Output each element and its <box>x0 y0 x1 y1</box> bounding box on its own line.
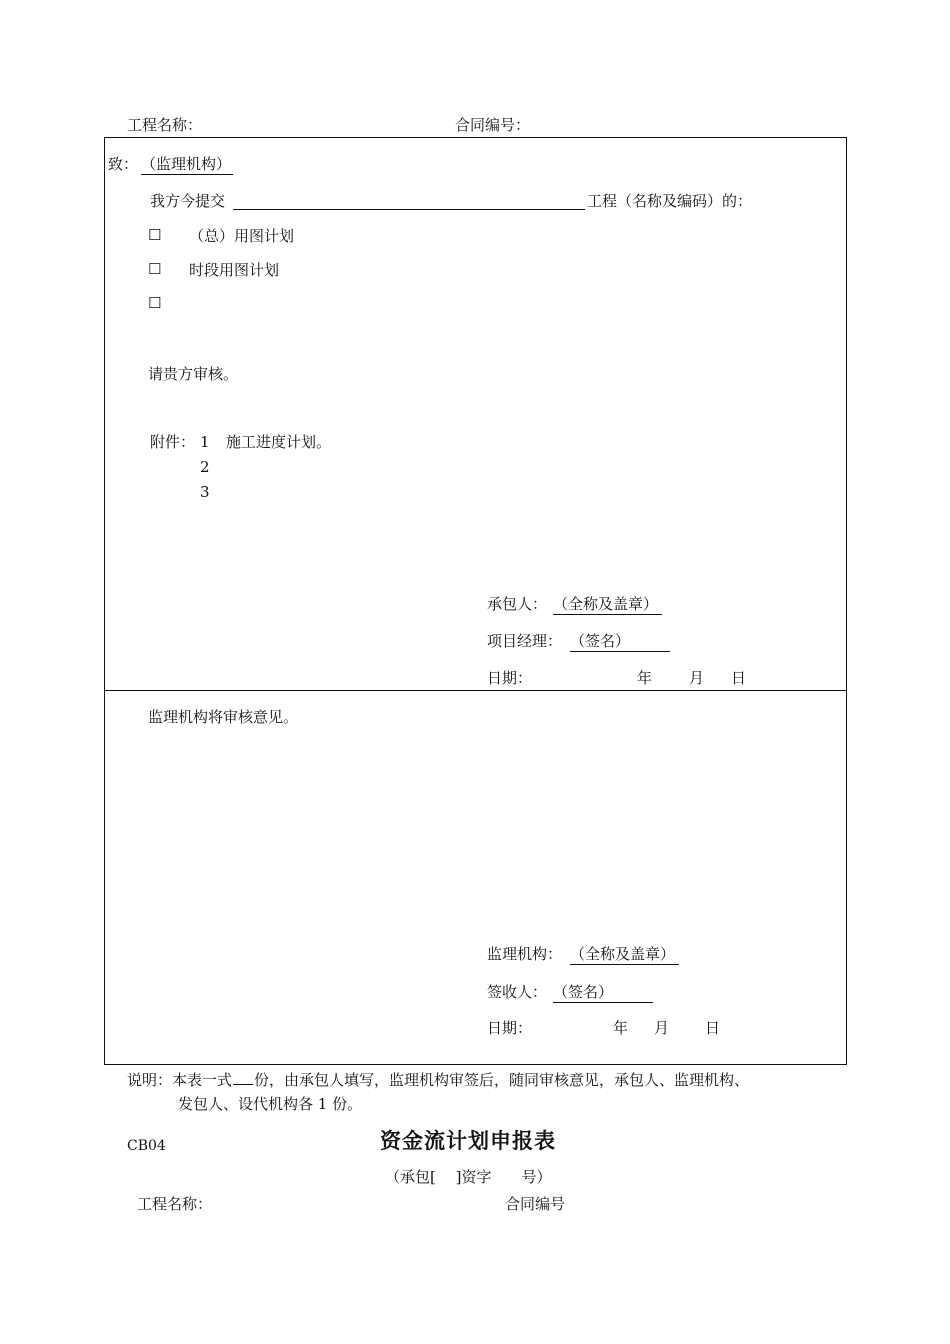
copies-blank[interactable] <box>233 1082 253 1085</box>
next-form-title: 资金流计划申报表 <box>380 1129 556 1153</box>
next-contract-no-label: 合同编号 <box>505 1195 566 1213</box>
supervision-org-seal[interactable]: （全称及盖章） <box>570 947 679 965</box>
pm-label: 项目经理： <box>487 632 563 650</box>
supervision-date-day: 日 <box>705 1019 721 1037</box>
contractor-label: 承包人： <box>487 595 548 613</box>
attachment-num-1: 1 <box>200 433 210 451</box>
table-divider <box>104 690 847 691</box>
receiver-signature[interactable]: （签名） <box>553 985 653 1003</box>
to-label: 致： <box>108 155 139 173</box>
note-rest: 份，由承包人填写，监理机构审签后，随同审核意见，承包人、监理机构、 <box>254 1071 750 1089</box>
note-line-1 <box>127 1073 749 1088</box>
next-form-subtitle: （承包[ ]资字 号） <box>385 1168 552 1186</box>
date-month: 月 <box>689 669 705 687</box>
form-code: CB04 <box>127 1138 166 1154</box>
option-period-plan-label: 时段用图计划 <box>189 261 280 279</box>
attachment-num-3: 3 <box>200 483 210 501</box>
attachment-text-1: 施工进度计划。 <box>226 433 332 451</box>
contractor-seal[interactable]: （全称及盖章） <box>553 597 662 615</box>
project-name-blank[interactable] <box>233 209 585 210</box>
supervision-org-label: 监理机构： <box>487 945 563 963</box>
attachment-num-2: 2 <box>200 458 210 476</box>
contract-no-label: 合同编号： <box>455 116 531 134</box>
receiver-label: 签收人： <box>487 983 548 1001</box>
note-prefix: 说明：本表一式 <box>127 1071 233 1089</box>
project-name-label: 工程名称： <box>127 116 203 134</box>
date-year: 年 <box>637 669 653 687</box>
submit-suffix: 工程（名称及编码）的： <box>587 192 753 210</box>
to-recipient[interactable]: （监理机构） <box>141 155 232 173</box>
supervision-opinion: 监理机构将审核意见。 <box>148 708 299 726</box>
option-total-plan-label: （总）用图计划 <box>189 227 295 245</box>
supervision-date-label: 日期： <box>487 1019 533 1037</box>
review-request: 请贵方审核。 <box>148 365 239 383</box>
checkbox-other[interactable]: ☐ <box>148 294 162 312</box>
date-label: 日期： <box>487 669 533 687</box>
next-project-name-label: 工程名称： <box>137 1195 213 1213</box>
checkbox-period-plan[interactable]: ☐ <box>148 260 162 278</box>
attachments-label: 附件： <box>150 433 196 451</box>
supervision-date-month: 月 <box>654 1019 670 1037</box>
submit-prefix: 我方今提交 <box>150 192 226 210</box>
pm-signature[interactable]: （签名） <box>570 634 670 652</box>
date-day: 日 <box>731 669 747 687</box>
checkbox-total-plan[interactable]: ☐ <box>148 226 162 244</box>
note-line-2: 发包人、设代机构各 1 份。 <box>178 1095 363 1113</box>
supervision-date-year: 年 <box>613 1019 629 1037</box>
